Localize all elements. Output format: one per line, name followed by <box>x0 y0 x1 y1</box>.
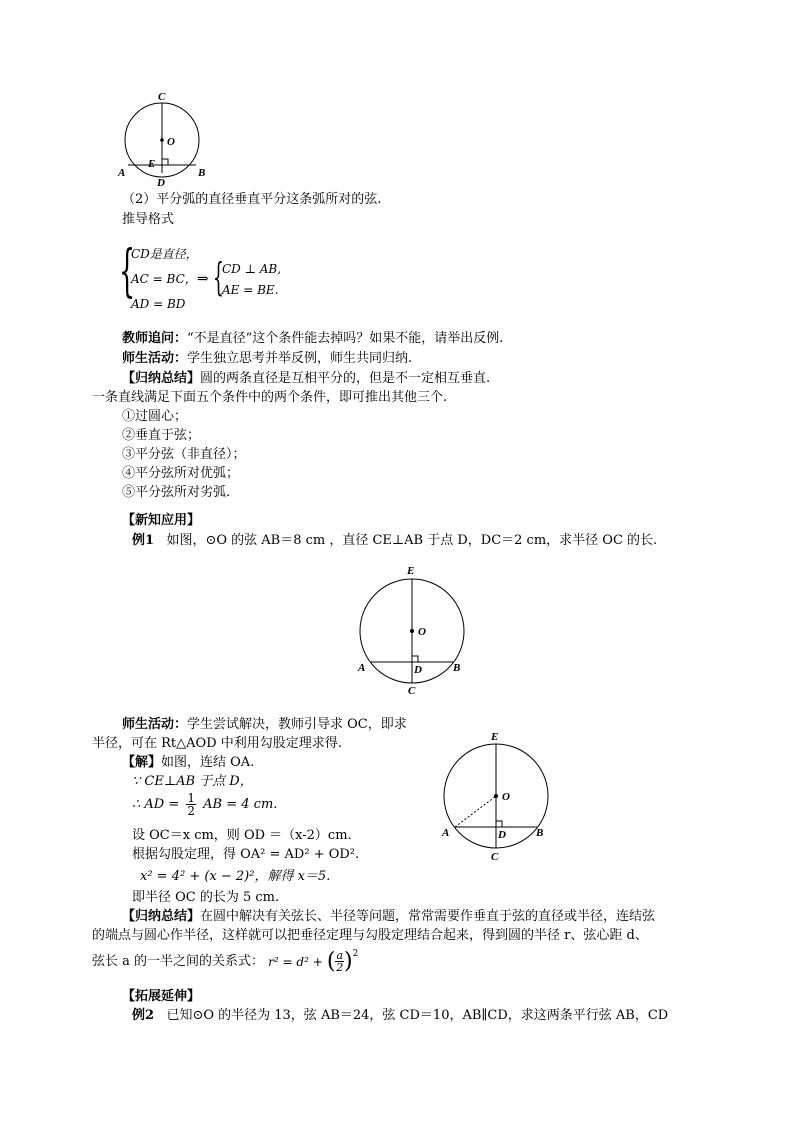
condition-diameter: CD是直径， <box>131 247 198 261</box>
activity-2: 师生活动：学生尝试解决，教师引导求 OC，即求 <box>122 717 407 732</box>
label-O: O <box>418 626 426 638</box>
summary-1-line2: 一条直线满足下面五个条件中的两个条件，即可推出其他三个. <box>92 390 448 405</box>
label-A: A <box>442 827 450 839</box>
solution-line-6: x² = 4² + (x − 2)²，解得 x＝5. <box>140 869 331 884</box>
theorem-2: （2）平分弧的直径垂直平分这条弧所对的弦. <box>122 192 382 207</box>
activity-2-line2: 半径，可在 Rt△AOD 中利用勾股定理求得. <box>92 736 342 751</box>
condition-item-2: ②垂直于弦； <box>122 428 201 443</box>
heading-new-application: 【新知应用】 <box>122 513 201 528</box>
example-1: 例1 如图，⊙O 的弦 AB＝8 cm ，直径 CE⊥AB 于点 D，DC＝2 cm，求半径 OC 的长. <box>132 533 658 548</box>
solution-line-5: 根据勾股定理，得 OA² = AD² + OD². <box>132 847 360 862</box>
label-O: O <box>167 136 175 148</box>
label-E: E <box>491 731 499 743</box>
condition-item-5: ⑤平分弦所对劣弧. <box>122 485 231 500</box>
summary-2-formula: 弦长 a 的一半之间的关系式： r² = d² + ( $\frac{a}{2}$ )$^2$ <box>92 948 359 974</box>
label-A: A <box>358 662 366 674</box>
result-perpendicular: CD ⊥ AB, <box>222 262 282 276</box>
label-C: C <box>408 685 416 697</box>
solution-line-1: 【解】如图，连结 OA. <box>122 755 255 770</box>
activity-1: 师生活动：学生独立思考并举反例，师生共同归纳. <box>122 351 413 366</box>
label-A: A <box>118 167 126 179</box>
solution-line-3: ∴ AD = $\frac{1}{2}$ AB = 4 cm. <box>132 791 278 818</box>
label-D: D <box>157 177 165 189</box>
label-E: E <box>407 565 415 577</box>
condition-item-3: ③平分弦（非直径）； <box>122 447 246 462</box>
implies-arrow: ⇒ <box>197 271 209 287</box>
condition-arc-ad-bd: AD = BD <box>131 297 186 311</box>
label-O: O <box>502 791 510 803</box>
teacher-question: 教师追问：“不是直径”这个条件能去掉吗？如果不能，请举出反例. <box>122 331 504 346</box>
summary-1: 【归纳总结】圆的两条直径是互相平分的，但是不一定相互垂直. <box>122 371 491 386</box>
label-D: D <box>414 664 422 676</box>
label-D: D <box>498 829 506 841</box>
condition-item-4: ④平分弦所对优弧； <box>122 466 240 481</box>
example-2: 例2 已知⊙O 的半径为 13，弦 AB＝24，弦 CD＝10，AB∥CD，求这两条平行弦 AB，CD <box>132 1008 669 1023</box>
label-C: C <box>491 851 499 863</box>
result-ae-be: AE = BE. <box>222 283 279 297</box>
left-brace: { <box>119 239 136 304</box>
heading-extension: 【拓展延伸】 <box>122 989 201 1004</box>
label-B: B <box>453 662 461 674</box>
label-C: C <box>158 91 166 103</box>
condition-arc-ac-bc: AC = BC， <box>131 272 197 286</box>
solution-line-2: ∵ CE⊥AB 于点 D， <box>132 774 253 789</box>
label-B: B <box>536 827 544 839</box>
figure-circle-2 <box>350 558 480 700</box>
figure-circle-1 <box>112 90 212 190</box>
right-brace: { <box>213 255 224 299</box>
derivation-label: 推导格式 <box>122 212 175 227</box>
summary-2-line2: 的端点与圆心作半径，这样就可以把垂径定理与勾股定理结合起来，得到圆的半径 r、弦心距 d、 <box>92 928 648 943</box>
label-B: B <box>198 167 206 179</box>
label-E: E <box>148 158 156 170</box>
figure-circle-3 <box>436 726 566 866</box>
solution-line-7: 即半径 OC 的长为 5 cm. <box>132 890 280 905</box>
condition-item-1: ①过圆心； <box>122 409 188 424</box>
summary-2: 【归纳总结】在圆中解决有关弦长、半径等问题，常常需要作垂直于弦的直径或半径，连结弦 <box>122 909 656 924</box>
solution-line-4: 设 OC＝x cm，则 OD ＝（x-2）cm. <box>132 828 352 843</box>
